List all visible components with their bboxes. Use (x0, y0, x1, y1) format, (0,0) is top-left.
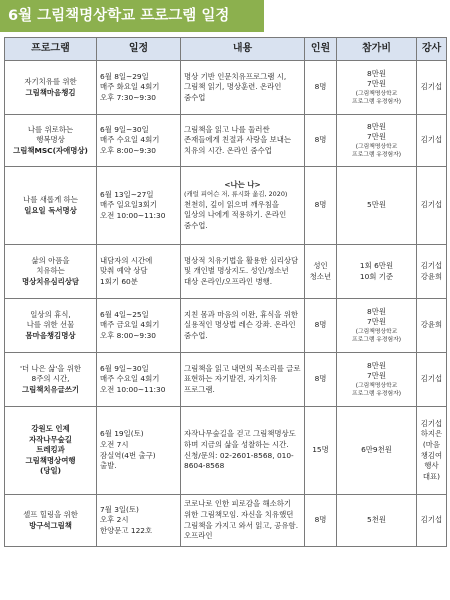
header-people: 인원 (305, 38, 337, 61)
schedule-line: 매주 수요일 4회기 (100, 135, 160, 145)
teacher-cell (417, 495, 447, 547)
content-text: 그림책을 읽고 내면의 목소리를 글로 표현하는 자기발견, 자기치유 프로그램. (184, 363, 301, 394)
fee-value: 1회 6만원 (359, 260, 394, 270)
content-text: 천천히, 깊이 읽으며 깨우침을 일상의 나에게 적용하기. 온라인 줌수업. (184, 199, 287, 230)
people-value: 8명 (314, 515, 327, 525)
schedule-line: 내담자의 시간에 (100, 255, 153, 265)
fee-cell (337, 61, 417, 115)
schedule-cell (97, 495, 181, 547)
schedule-line: 7월 3일(토) (100, 504, 139, 514)
schedule-cell (97, 353, 181, 407)
program-line: 나를 새롭게 하는 (23, 194, 78, 204)
teacher-name: 김기섭 (420, 135, 443, 145)
schedule-line: 맞춰 예약 상담 (100, 266, 148, 276)
teacher-cell (417, 407, 447, 495)
table-row (5, 167, 447, 245)
people-value: 15명 (312, 445, 329, 455)
program-cell (5, 407, 97, 495)
teacher-cell (417, 245, 447, 299)
program-line: 그림책치유글쓰기 (21, 384, 80, 394)
fee-note: (그림책명상학교 (355, 143, 398, 150)
schedule-line: 오전 10:00~11:30 (100, 384, 166, 394)
teacher-name: 김기섭 (420, 260, 443, 270)
schedule-line: 6월 9일~30일 (100, 363, 149, 373)
schedule-line: 오후 8:00~9:30 (100, 145, 157, 155)
program-line: 그림책MSC(자애명상) (13, 145, 88, 155)
fee-value: 7만원 (367, 79, 386, 89)
fee-cell (337, 167, 417, 245)
teacher-name: 강윤희 (420, 320, 443, 330)
program-line: 행복명상 (36, 135, 65, 145)
program-line: 나를 위한 선물 (26, 320, 75, 330)
schedule-line: 매주 수요일 4회기 (100, 374, 160, 384)
teacher-name: 김기섭 (420, 418, 443, 428)
fee-cell (337, 495, 417, 547)
teacher-name: 김기섭 (420, 515, 443, 525)
people-cell (305, 115, 337, 167)
content-cell (181, 115, 305, 167)
program-cell (5, 353, 97, 407)
content-text: 명상 기반 인문치유프로그램 시, 그림책 읽기, 명상훈련. 온라인 줌수업 (184, 71, 287, 102)
fee-cell (337, 299, 417, 353)
fee-note: 프로그램 유경험자) (352, 391, 401, 398)
fee-note: (그림책명상학교 (355, 328, 398, 335)
fee-value: 8만원 (367, 306, 386, 316)
table-row (5, 61, 447, 115)
schedule-line: 매주 금요일 4회기 (100, 320, 160, 330)
fee-cell (337, 353, 417, 407)
teacher-cell (417, 115, 447, 167)
table-row (5, 299, 447, 353)
page-title: 6월 그림책명상학교 프로그램 일정 (0, 0, 264, 32)
schedule-line: 출발. (100, 461, 117, 471)
people-value: 8명 (314, 374, 327, 384)
schedule-line: 6월 9일~30일 (100, 124, 149, 134)
teacher-name: 김기섭 (420, 200, 443, 210)
teacher-cell (417, 167, 447, 245)
content-book-title: <나는 나> (224, 179, 261, 189)
schedule-line: 오후 2시 (100, 515, 129, 525)
people-cell (305, 61, 337, 115)
teacher-name: 대표) (422, 471, 441, 481)
schedule-cell (97, 245, 181, 299)
schedule-line: 6월 4일~25일 (100, 309, 149, 319)
program-line: 치유하는 (36, 266, 65, 276)
table-header-row (5, 38, 447, 61)
teacher-cell (417, 61, 447, 115)
schedule-line: 6월 13일~27일 (100, 189, 154, 199)
program-line: 명상치유심리상담 (21, 276, 80, 286)
people-cell (305, 407, 337, 495)
schedule-line: 매주 화요일 4회기 (100, 82, 160, 92)
program-line: 8주의 시간, (31, 374, 70, 384)
schedule-line: 매주 일요일3회기 (100, 200, 158, 210)
teacher-name: 행사 (424, 461, 439, 471)
people-value: 8명 (314, 320, 327, 330)
table-row (5, 245, 447, 299)
teacher-name: 강윤희 (420, 271, 443, 281)
program-cell (5, 495, 97, 547)
schedule-line: 오전 10:00~11:30 (100, 210, 166, 220)
schedule-cell (97, 167, 181, 245)
program-line: 자기치유를 위한 (24, 76, 77, 86)
program-cell (5, 61, 97, 115)
program-line: 삶의 아픔을 (31, 255, 70, 265)
program-line: 몸마음챙김명상 (25, 330, 76, 340)
fee-value: 7만원 (367, 132, 386, 142)
program-line: 방구석그림책 (29, 520, 72, 530)
program-line: '더 나은 삶'을 위한 (19, 363, 82, 373)
schedule-line: 오후 7:30~9:30 (100, 92, 157, 102)
content-cell (181, 167, 305, 245)
fee-note: (그림책명상학교 (355, 382, 398, 389)
fee-value: 6만9천원 (361, 445, 392, 455)
fee-value: 8만원 (367, 68, 386, 78)
header-program: 프로그램 (5, 38, 97, 61)
header-schedule: 일정 (97, 38, 181, 61)
teacher-name: 챙김여 (420, 450, 443, 460)
schedule-line: 6월 19일(토) (100, 429, 144, 439)
fee-value: 5만원 (367, 200, 386, 210)
fee-value: 7만원 (367, 317, 386, 327)
people-value: 8명 (314, 200, 327, 210)
program-cell (5, 115, 97, 167)
people-cell (305, 167, 337, 245)
teacher-name: (마음 (422, 439, 441, 449)
fee-value: 10회 기준 (359, 271, 394, 281)
header-teacher: 강사 (417, 38, 447, 61)
schedule-line: 한양문고 122호 (100, 525, 153, 535)
fee-cell (337, 115, 417, 167)
content-text: 그림책을 읽고 나를 둘러싼 존재들에게 친절과 사랑을 보내는 치유의 시간. 온라인 줌수업 (184, 124, 292, 155)
program-cell (5, 167, 97, 245)
fee-value: 8만원 (367, 360, 386, 370)
fee-note: 프로그램 유경험자) (352, 337, 401, 344)
people-cell (305, 495, 337, 547)
schedule-cell (97, 115, 181, 167)
program-line: 트레킹과 (36, 445, 65, 455)
program-cell (5, 299, 97, 353)
schedule-cell (97, 407, 181, 495)
content-cell (181, 495, 305, 547)
program-line: 그림책명상여행 (25, 455, 76, 465)
content-cell (181, 353, 305, 407)
teacher-cell (417, 353, 447, 407)
header-content: 내용 (181, 38, 305, 61)
table-body (5, 61, 447, 547)
people-cell (305, 299, 337, 353)
teacher-cell (417, 299, 447, 353)
program-line: 그림책마음챙김 (25, 87, 76, 97)
fee-value: 8만원 (367, 121, 386, 131)
fee-value: 5천원 (367, 515, 386, 525)
schedule-line: 잠실역(4번 출구) (100, 450, 156, 460)
program-cell (5, 245, 97, 299)
table-row (5, 115, 447, 167)
content-cell (181, 299, 305, 353)
schedule-line: 오후 8:00~9:30 (100, 330, 157, 340)
program-line: 강원도 인제 (31, 424, 70, 434)
people-value: 8명 (314, 135, 327, 145)
program-line: 셀프 힐링을 위한 (23, 509, 78, 519)
people-value: 청소년 (309, 271, 332, 281)
table-row (5, 495, 447, 547)
content-text: 명상적 치유기법을 활용한 심리상담 및 개인별 명상지도. 성인/청소년 대상 온라인/오프라인 병행. (184, 255, 299, 286)
fee-note: 프로그램 유경험자) (352, 99, 401, 106)
program-line: 나를 위로하는 (27, 124, 74, 134)
people-cell (305, 353, 337, 407)
teacher-name: 김기섭 (420, 374, 443, 384)
people-value: 성인 (313, 260, 328, 270)
fee-note: 프로그램 유경험자) (352, 152, 401, 159)
content-book-source: (캐럴 피어슨 저, 류시화 옮김, 2020) (184, 190, 288, 199)
schedule-line: 오전 7시 (100, 439, 129, 449)
content-cell (181, 61, 305, 115)
fee-cell (337, 245, 417, 299)
content-cell (181, 407, 305, 495)
schedule-line: 6월 8일~29일 (100, 71, 149, 81)
teacher-name: 하지은 (420, 429, 443, 439)
schedule-line: 1회기 60분 (100, 276, 138, 286)
header-fee: 참가비 (337, 38, 417, 61)
program-line: 일요일 독서명상 (24, 205, 77, 215)
program-line: 일상의 휴식, (30, 309, 71, 319)
content-text: 자작나무숲길을 걷고 그림책명상도 하며 지금의 삶을 성찰하는 시간. 신청/문의: 02-2601-8568, 010-8604-8568 (184, 429, 296, 471)
people-cell (305, 245, 337, 299)
fee-cell (337, 407, 417, 495)
table-row (5, 353, 447, 407)
content-text: 코로나로 인한 피로감을 해소하기 위한 그림책모임. 자신을 치유했던 그림책을 가지고 와서 읽고, 공유함. 오프라인 (184, 499, 299, 541)
schedule-cell (97, 299, 181, 353)
program-line: (당일) (39, 466, 62, 476)
fee-value: 7만원 (367, 371, 386, 381)
program-line: 자작나무숲길 (29, 434, 72, 444)
teacher-name: 김기섭 (420, 82, 443, 92)
fee-note: (그림책명상학교 (355, 90, 398, 97)
schedule-cell (97, 61, 181, 115)
program-schedule-table (4, 37, 447, 547)
table-row (5, 407, 447, 495)
content-text: 지친 몸과 마음의 이완, 휴식을 위한 실용적인 명상법 레슨 강좌. 온라인 줌수업. (184, 309, 299, 340)
people-value: 8명 (314, 82, 327, 92)
content-cell (181, 245, 305, 299)
